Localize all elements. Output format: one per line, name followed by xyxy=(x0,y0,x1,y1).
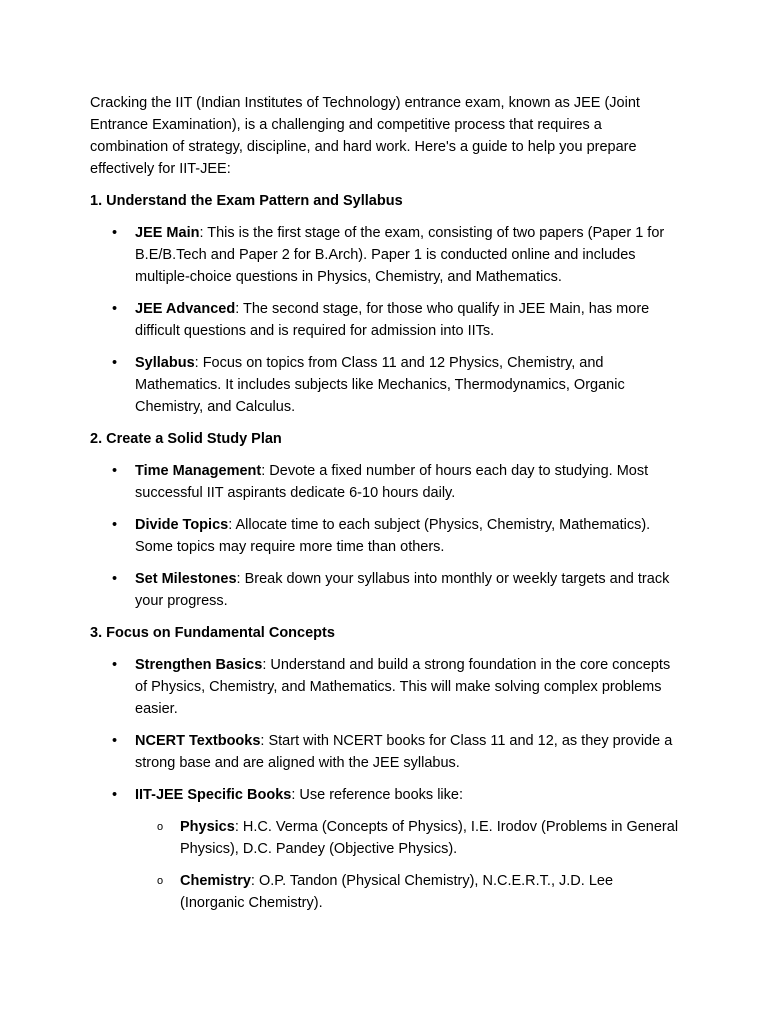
bullet-icon: • xyxy=(112,733,118,749)
item-term: Set Milestones xyxy=(135,571,237,587)
item-term: Strengthen Basics xyxy=(135,657,263,673)
list-item xyxy=(90,352,680,418)
sub-item-term: Chemistry xyxy=(180,873,251,889)
item-text: : Allocate time to each subject (Physics, Chemistry, Mathematics). Some topics may require more time than others. xyxy=(135,517,651,555)
item-text: : Focus on topics from Class 11 and 12 Physics, Chemistry, and Mathematics. It includes subjects like Mechanics, Thermodynamics, Organic Chemistry, and Calculus. xyxy=(135,355,625,415)
item-term: IIT-JEE Specific Books xyxy=(135,787,292,803)
sub-list-item xyxy=(135,816,680,860)
item-text: : Understand and build a strong foundation in the core concepts of Physics, Chemistry, and Mathematics. This will make solving complex problems easier. xyxy=(135,657,671,717)
circle-bullet-icon: o xyxy=(157,821,164,833)
reference-books-list xyxy=(135,816,680,914)
item-term: Time Management xyxy=(135,463,262,479)
bullet-icon: • xyxy=(112,463,118,479)
item-text: : Devote a fixed number of hours each day to studying. Most successful IIT aspirants dedicate 6-10 hours daily. xyxy=(135,463,649,501)
list-item xyxy=(90,730,680,774)
item-term: Divide Topics xyxy=(135,517,229,533)
list-item xyxy=(90,568,680,612)
sub-item-text: : H.C. Verma (Concepts of Physics), I.E. Irodov (Problems in General Physics), D.C. Pandey (Objective Physics). xyxy=(180,819,679,857)
item-text: : This is the first stage of the exam, consisting of two papers (Paper 1 for B.E/B.Tech and Paper 2 for B.Arch). Paper 1 is conducted online and includes multiple-choice questions in Physics, Chemistry, and Mathematics. xyxy=(135,225,665,285)
list-item xyxy=(90,298,680,342)
sub-item-term: Physics xyxy=(180,819,235,835)
item-term: Syllabus xyxy=(135,355,195,371)
list-item xyxy=(90,460,680,504)
item-text: : Break down your syllabus into monthly or weekly targets and track your progress. xyxy=(135,571,670,609)
list-item xyxy=(90,654,680,720)
study-plan-list xyxy=(90,460,680,612)
exam-pattern-list xyxy=(90,222,680,418)
item-text: : Use reference books like: xyxy=(291,787,463,803)
circle-bullet-icon: o xyxy=(157,875,164,887)
list-item xyxy=(90,514,680,558)
item-term: JEE Main xyxy=(135,225,200,241)
section-heading-study-plan: 2. Create a Solid Study Plan xyxy=(90,431,282,447)
bullet-icon: • xyxy=(112,301,118,317)
item-text: : The second stage, for those who qualify in JEE Main, has more difficult questions and is required for admission into IITs. xyxy=(135,301,650,339)
bullet-icon: • xyxy=(112,225,118,241)
section-heading-fundamentals: 3. Focus on Fundamental Concepts xyxy=(90,625,335,641)
document-body xyxy=(90,92,680,924)
section-heading-exam-pattern: 1. Understand the Exam Pattern and Syllabus xyxy=(90,193,403,209)
sub-item-text: : O.P. Tandon (Physical Chemistry), N.C.E.R.T., J.D. Lee (Inorganic Chemistry). xyxy=(180,873,614,911)
intro-paragraph: Cracking the IIT (Indian Institutes of Technology) entrance exam, known as JEE (Joint Entrance Examination), is a challenging and competitive process that requires a combination of strategy, discipline, and hard work. Here's a guide to help you prepare effectively for IIT-JEE: xyxy=(90,95,640,177)
list-item xyxy=(90,784,680,914)
bullet-icon: • xyxy=(112,517,118,533)
sub-list-item xyxy=(135,870,680,914)
item-term: JEE Advanced xyxy=(135,301,236,317)
item-text: : Start with NCERT books for Class 11 and 12, as they provide a strong base and are aligned with the JEE syllabus. xyxy=(135,733,673,771)
bullet-icon: • xyxy=(112,355,118,371)
list-item xyxy=(90,222,680,288)
bullet-icon: • xyxy=(112,657,118,673)
item-term: NCERT Textbooks xyxy=(135,733,261,749)
bullet-icon: • xyxy=(112,787,118,803)
bullet-icon: • xyxy=(112,571,118,587)
fundamentals-list xyxy=(90,654,680,914)
